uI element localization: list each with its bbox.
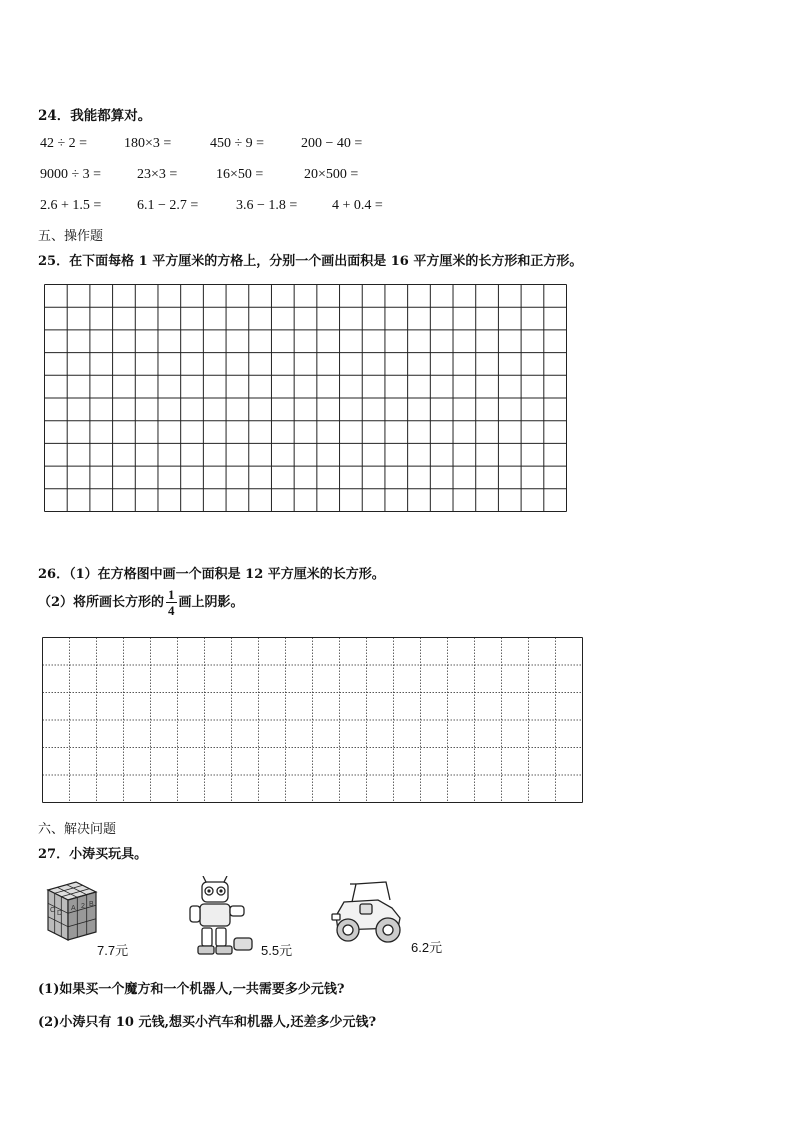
calc-item: 23×3 = bbox=[137, 167, 178, 182]
q26-part2-suffix: 画上阴影。 bbox=[178, 595, 244, 610]
calc-item: 200 − 40 = bbox=[301, 136, 363, 151]
section-heading-6: 六、解决问题 bbox=[38, 822, 117, 837]
fraction-denominator: 4 bbox=[168, 603, 175, 618]
svg-text:D: D bbox=[57, 910, 63, 917]
robot-price: 5.5元 bbox=[261, 943, 293, 958]
calc-item: 4 + 0.4 = bbox=[332, 198, 383, 213]
car-price: 6.2元 bbox=[411, 940, 443, 955]
svg-text:2: 2 bbox=[81, 903, 85, 910]
fraction-one-quarter bbox=[166, 588, 177, 617]
q24-title: 24．我能都算对。 bbox=[38, 108, 152, 124]
calc-item: 9000 ÷ 3 = bbox=[40, 167, 102, 182]
q27-sub1: (1)如果买一个魔方和一个机器人,一共需要多少元钱? bbox=[38, 982, 345, 997]
grid-q25[interactable] bbox=[44, 284, 567, 512]
calc-item: 42 ÷ 2 = bbox=[40, 136, 88, 151]
svg-text:B: B bbox=[89, 901, 94, 908]
calc-item: 20×500 = bbox=[304, 167, 359, 182]
q25-title: 25．在下面每格 1 平方厘米的方格上，分别一个画出面积是 16 平方厘米的长方形和正方形。 bbox=[38, 254, 583, 269]
robot-image bbox=[186, 876, 256, 958]
fraction-numerator: 1 bbox=[168, 587, 175, 602]
q26-part2 bbox=[38, 588, 244, 617]
grid-q26[interactable] bbox=[42, 637, 583, 803]
calc-item: 450 ÷ 9 = bbox=[210, 136, 265, 151]
q26-part2-prefix: （2）将所画长方形的 bbox=[38, 595, 165, 610]
calc-item: 6.1 − 2.7 = bbox=[137, 198, 199, 213]
svg-text:A: A bbox=[71, 905, 76, 912]
cube-price: 7.7元 bbox=[97, 943, 129, 958]
section-heading-5: 五、操作题 bbox=[38, 229, 104, 244]
rubiks-cube-image bbox=[40, 878, 100, 944]
q27-sub2: (2)小涛只有 10 元钱,想买小汽车和机器人,还差多少元钱? bbox=[38, 1015, 377, 1030]
calc-item: 180×3 = bbox=[124, 136, 172, 151]
q27-title: 27．小涛买玩具。 bbox=[38, 847, 148, 862]
calc-item: 2.6 + 1.5 = bbox=[40, 198, 102, 213]
toy-car-image bbox=[330, 878, 406, 948]
svg-text:C: C bbox=[50, 907, 56, 914]
calc-item: 3.6 − 1.8 = bbox=[236, 198, 298, 213]
q26-part1: 26．（1）在方格图中画一个面积是 12 平方厘米的长方形。 bbox=[38, 567, 385, 582]
calc-item: 16×50 = bbox=[216, 167, 264, 182]
